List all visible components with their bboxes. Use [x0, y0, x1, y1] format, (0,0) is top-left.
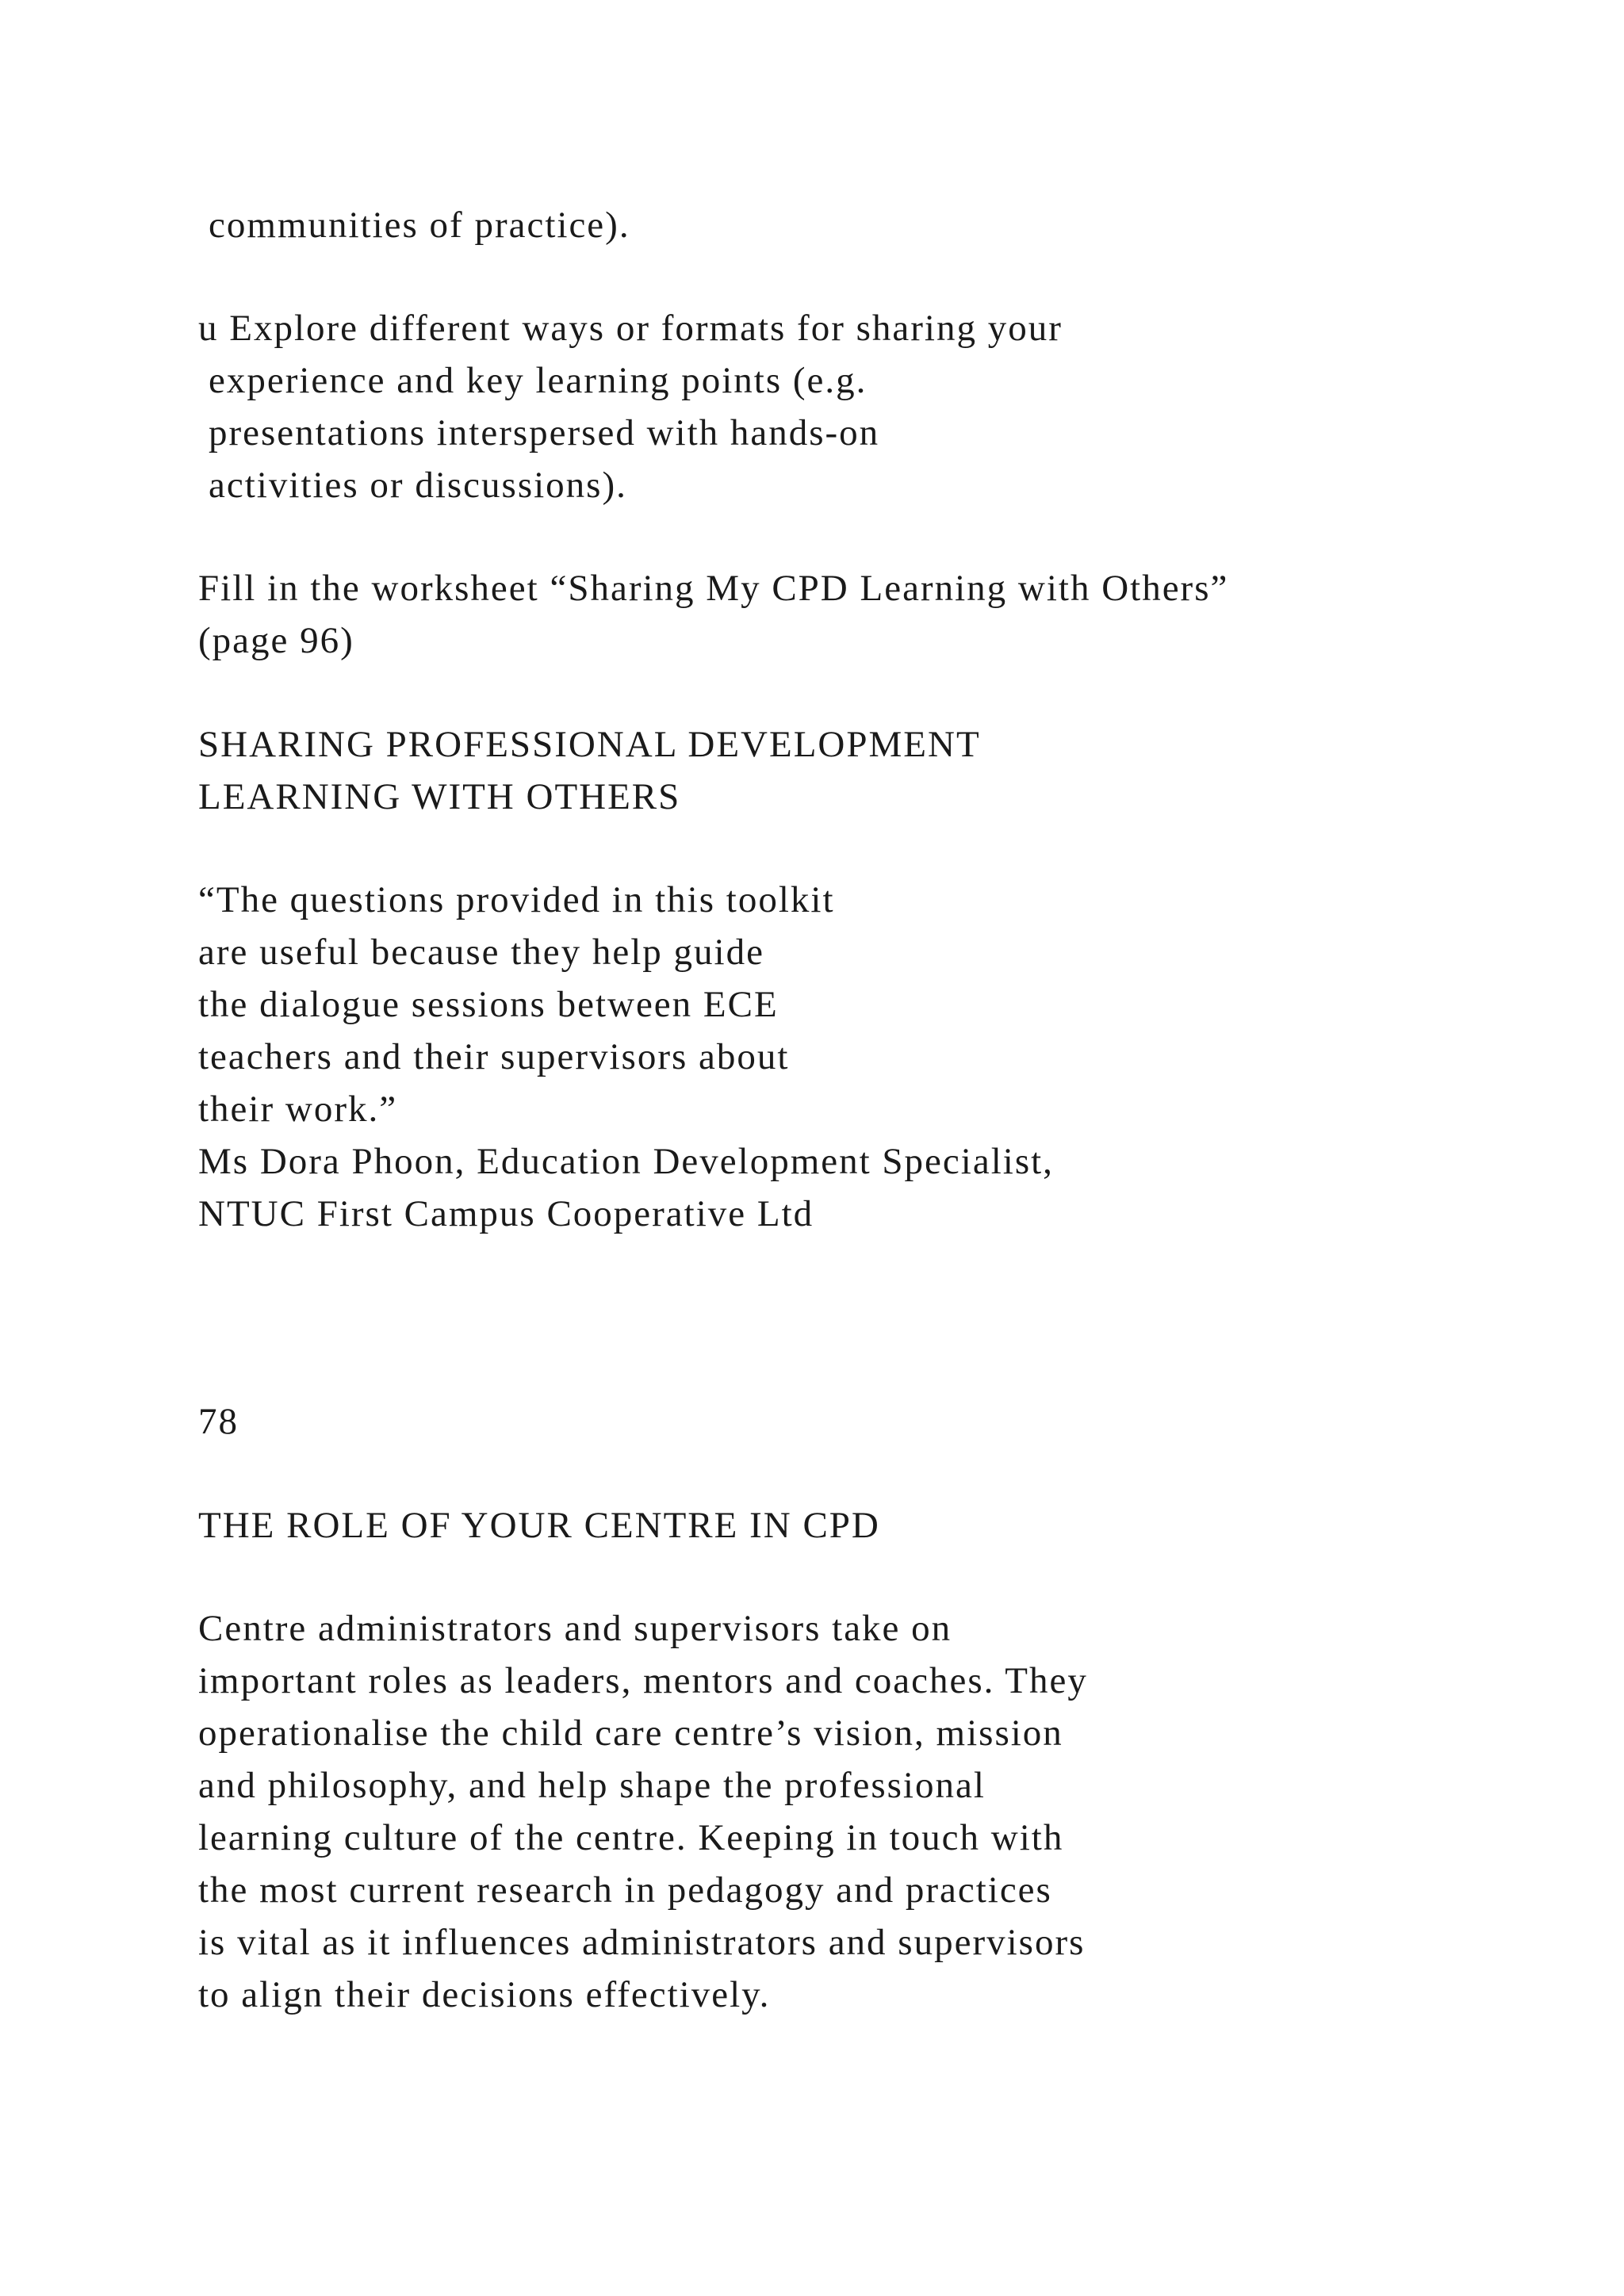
bullet-line: presentations interspersed with hands-on [209, 412, 880, 453]
quote-attribution: Ms Dora Phoon, Education Development Specialist, [198, 1141, 1054, 1182]
worksheet-instruction: Fill in the worksheet “Sharing My CPD Learning with Others” [198, 568, 1229, 609]
worksheet-page-ref: (page 96) [198, 620, 354, 661]
body-line: the most current research in pedagogy and practices [198, 1869, 1052, 1911]
body-line: Centre administrators and supervisors take on [198, 1608, 952, 1649]
quote-attribution: NTUC First Campus Cooperative Ltd [198, 1193, 814, 1234]
bullet-line: activities or discussions). [209, 465, 627, 506]
bullet-line: u Explore different ways or formats for sharing your [198, 308, 1063, 349]
body-line: to align their decisions effectively. [198, 1974, 771, 2015]
body-line: is vital as it influences administrators and supervisors [198, 1922, 1086, 1963]
body-line: learning culture of the centre. Keeping in touch with [198, 1817, 1064, 1858]
quote-line: “The questions provided in this toolkit [198, 879, 835, 920]
body-line: important roles as leaders, mentors and coaches. They [198, 1660, 1088, 1701]
bullet-line: experience and key learning points (e.g. [209, 360, 868, 401]
quote-line: teachers and their supervisors about [198, 1036, 790, 1077]
page-number: 78 [198, 1401, 239, 1442]
section-heading: SHARING PROFESSIONAL DEVELOPMENT [198, 724, 981, 765]
section-heading: THE ROLE OF YOUR CENTRE IN CPD [198, 1505, 880, 1546]
section-heading: LEARNING WITH OTHERS [198, 776, 681, 817]
body-line: and philosophy, and help shape the professional [198, 1765, 986, 1806]
quote-line: are useful because they help guide [198, 932, 764, 973]
quote-line: their work.” [198, 1089, 398, 1130]
body-line: operationalise the child care centre’s vision, mission [198, 1712, 1063, 1754]
bullet-continuation: communities of practice). [209, 205, 630, 246]
quote-line: the dialogue sessions between ECE [198, 984, 779, 1025]
